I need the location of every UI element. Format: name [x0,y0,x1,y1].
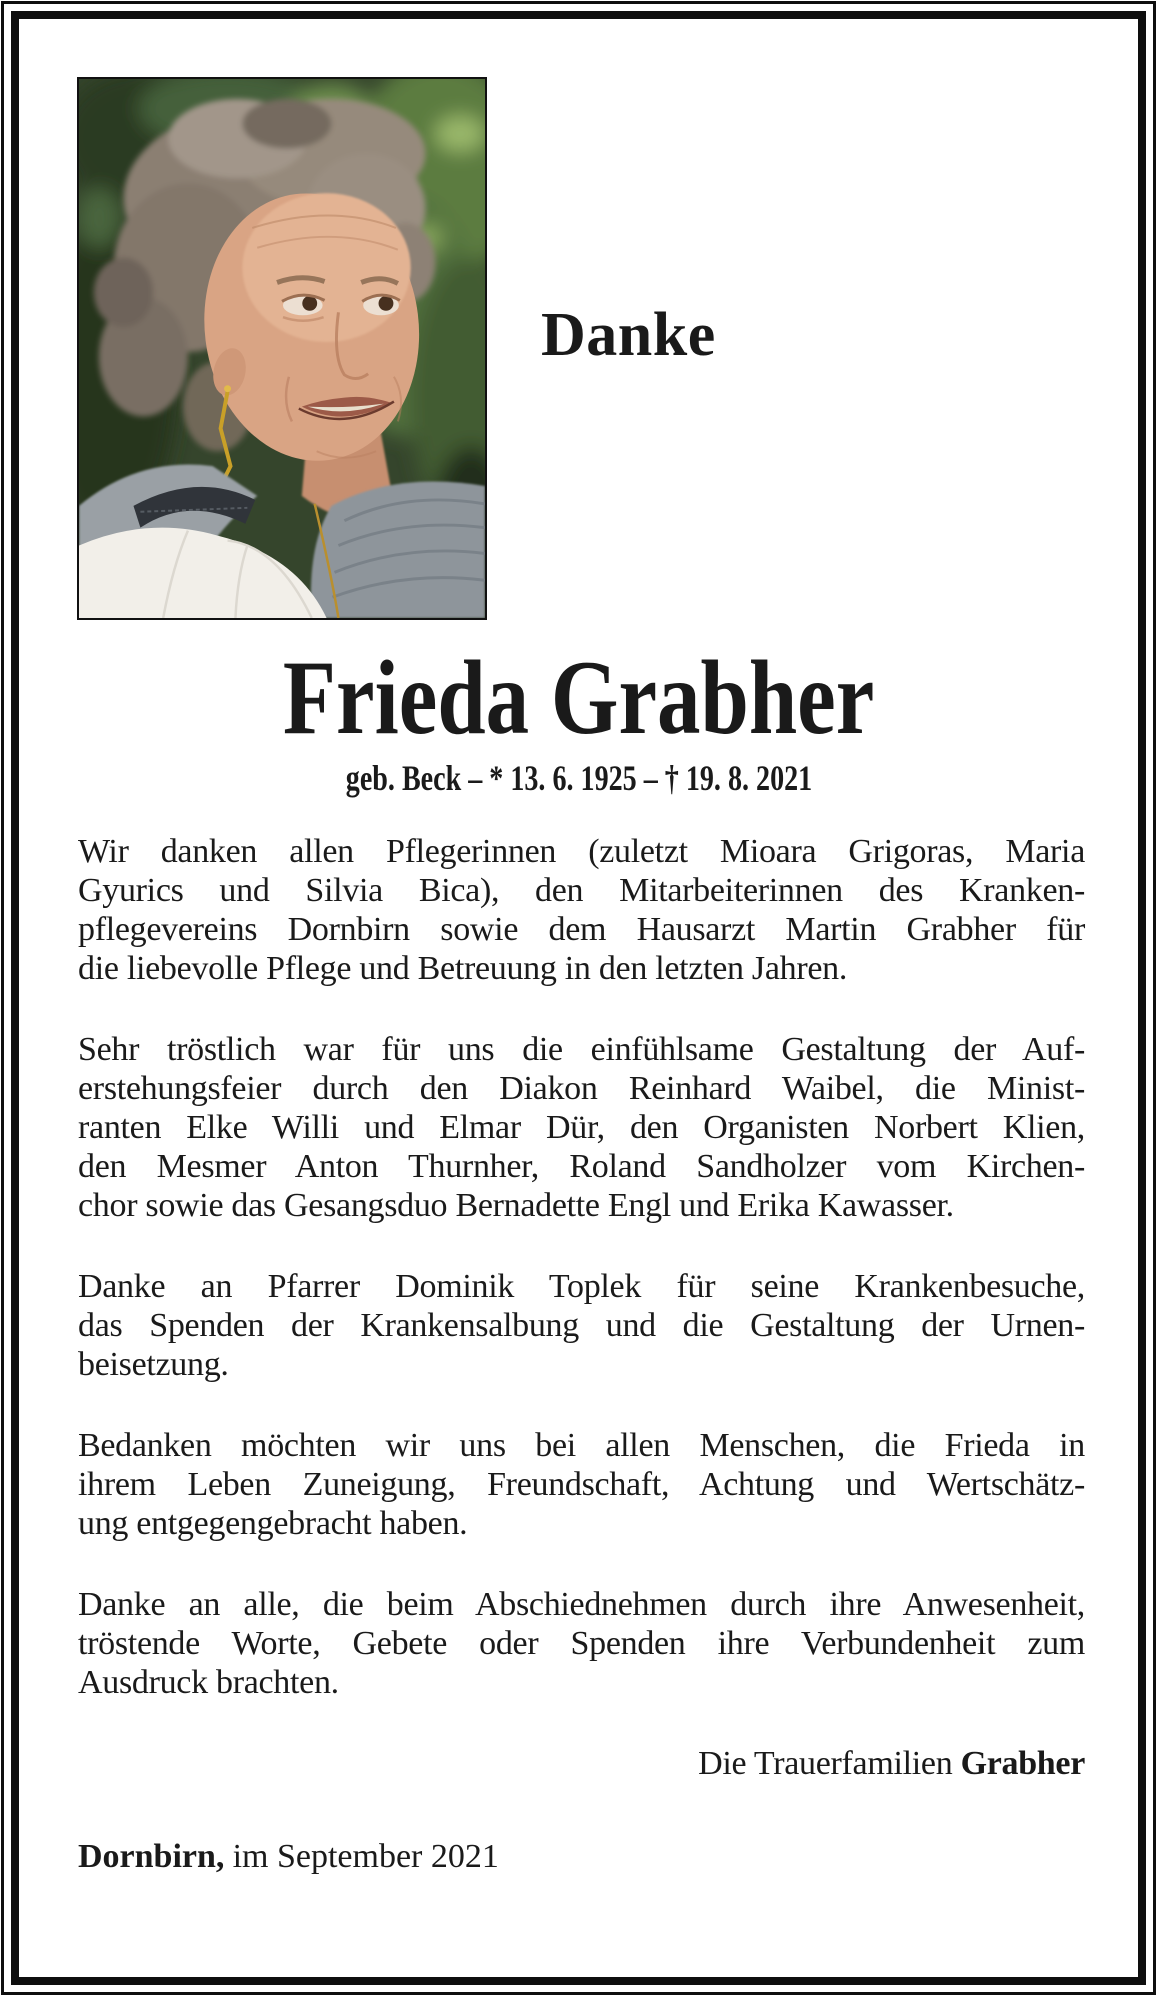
text-line: pflegevereins Dornbirn sowie dem Hausarzt Martin Grabher für [78,911,1085,948]
text-line: das Spenden der Krankensalbung und die Gestaltung der Urnen- [78,1307,1085,1344]
paragraph [78,1585,1085,1702]
signature-prefix: Die Trauerfamilien [698,1745,953,1782]
text-line: Danke an Pfarrer Dominik Toplek für seine Krankenbesuche, [78,1268,1085,1305]
signature-family-name: Grabher [960,1745,1085,1782]
text-line: Bedanken möchten wir uns bei allen Menschen, die Frieda in [78,1427,1085,1464]
text-line: Gyurics und Silvia Bica), den Mitarbeiterinnen des Kranken- [78,872,1085,909]
text-line: Danke an alle, die beim Abschiednehmen durch ihre Anwesenheit, [78,1586,1085,1623]
deceased-name: Frieda Grabher [282,639,875,756]
portrait-photo-illustration [79,79,485,618]
text-line: ihrem Leben Zuneigung, Freundschaft, Achtung und Wertschätz- [78,1466,1085,1503]
paragraph-list [78,832,1085,1702]
paragraph [78,1030,1085,1225]
paragraph [78,832,1085,988]
text-line: Ausdruck brachten. [78,1664,339,1701]
text-line: den Mesmer Anton Thurnher, Roland Sandholzer vom Kirchen- [78,1148,1085,1185]
life-dates: geb. Beck – * 13. 6. 1925 – † 19. 8. 2021 [345,758,812,798]
text-line: beisetzung. [78,1346,229,1383]
thanks-heading: Danke [541,301,716,369]
dateline-place: Dornbirn, [78,1838,225,1875]
body-text [78,832,1085,1783]
text-line: Sehr tröstlich war für uns die einfühlsame Gestaltung der Auf- [78,1031,1085,1068]
text-line: chor sowie das Gesangsduo Bernadette Engl und Erika Kawasser. [78,1187,954,1224]
text-line: ranten Elke Willi und Elmar Dür, den Organisten Norbert Klien, [78,1109,1085,1146]
text-line: Wir danken allen Pflegerinnen (zuletzt Mioara Grigoras, Maria [78,833,1085,870]
text-line: erstehungsfeier durch den Diakon Reinhard Waibel, die Minist- [78,1070,1085,1107]
dateline [78,1837,499,1876]
text-line: tröstende Worte, Gebete oder Spenden ihre Verbundenheit zum [78,1625,1085,1662]
dateline-date: im September 2021 [232,1838,499,1875]
paragraph [78,1426,1085,1543]
text-line: ung entgegengebracht haben. [78,1505,468,1542]
text-line: die liebevolle Pflege und Betreuung in den letzten Jahren. [78,950,848,987]
signature-line [78,1744,1085,1783]
paragraph [78,1267,1085,1384]
portrait-photo [77,77,487,620]
